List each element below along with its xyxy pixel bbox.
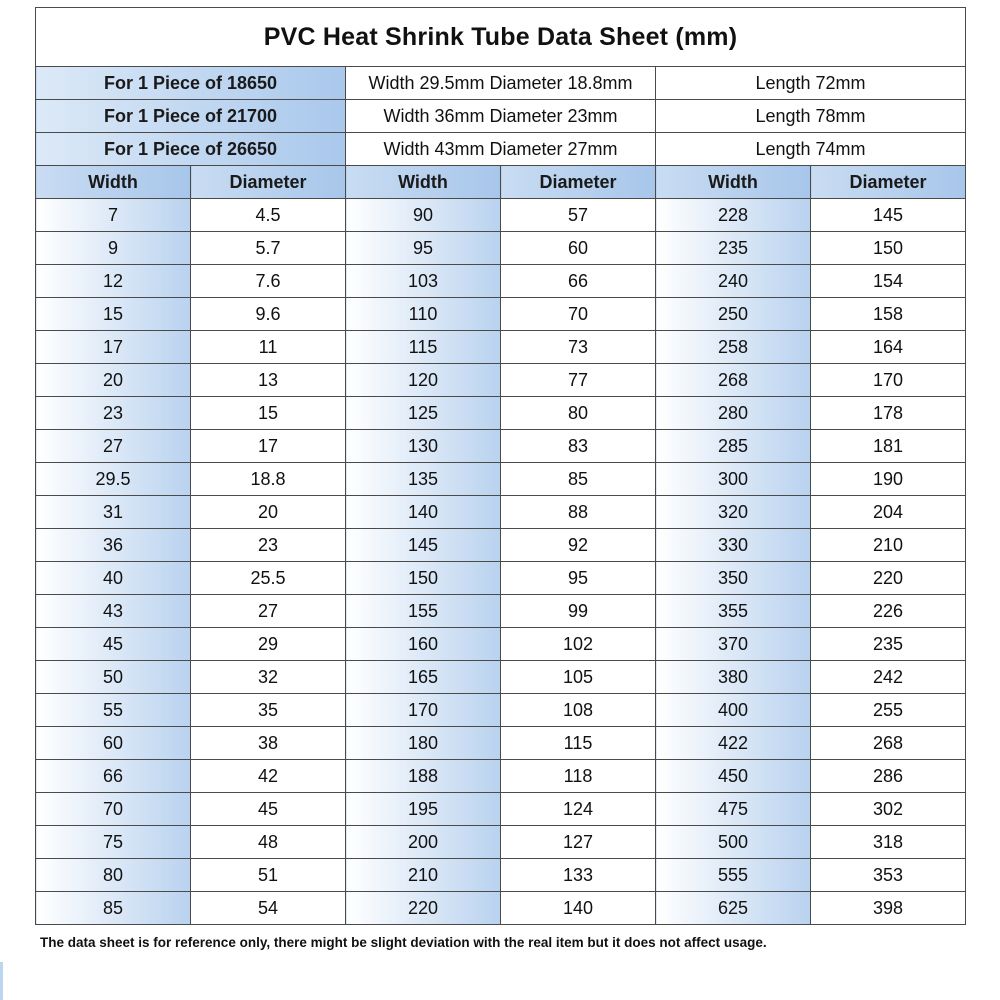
diameter-cell: 140 xyxy=(501,892,656,925)
column-header-row xyxy=(36,166,966,199)
table-row xyxy=(36,661,966,694)
width-cell: 400 xyxy=(656,694,811,727)
edge-mark xyxy=(0,962,3,1000)
width-cell: 285 xyxy=(656,430,811,463)
battery-size: Width 36mm Diameter 23mm xyxy=(346,100,656,133)
diameter-cell: 25.5 xyxy=(191,562,346,595)
diameter-cell: 210 xyxy=(811,529,966,562)
diameter-cell: 48 xyxy=(191,826,346,859)
width-cell: 45 xyxy=(36,628,191,661)
diameter-cell: 80 xyxy=(501,397,656,430)
width-cell: 370 xyxy=(656,628,811,661)
width-cell: 27 xyxy=(36,430,191,463)
diameter-cell: 29 xyxy=(191,628,346,661)
data-table xyxy=(35,7,966,925)
width-cell: 15 xyxy=(36,298,191,331)
width-cell: 43 xyxy=(36,595,191,628)
diameter-cell: 45 xyxy=(191,793,346,826)
diameter-cell: 5.7 xyxy=(191,232,346,265)
battery-label: For 1 Piece of 26650 xyxy=(36,133,346,166)
diameter-cell: 35 xyxy=(191,694,346,727)
diameter-cell: 108 xyxy=(501,694,656,727)
diameter-cell: 268 xyxy=(811,727,966,760)
diameter-cell: 170 xyxy=(811,364,966,397)
table-row xyxy=(36,463,966,496)
table-row xyxy=(36,760,966,793)
width-cell: 50 xyxy=(36,661,191,694)
width-cell: 36 xyxy=(36,529,191,562)
diameter-cell: 85 xyxy=(501,463,656,496)
column-header-diameter: Diameter xyxy=(191,166,346,199)
battery-row xyxy=(36,100,966,133)
width-cell: 75 xyxy=(36,826,191,859)
diameter-cell: 70 xyxy=(501,298,656,331)
battery-size: Width 43mm Diameter 27mm xyxy=(346,133,656,166)
diameter-cell: 164 xyxy=(811,331,966,364)
data-sheet xyxy=(35,7,965,927)
width-cell: 135 xyxy=(346,463,501,496)
width-cell: 235 xyxy=(656,232,811,265)
width-cell: 40 xyxy=(36,562,191,595)
width-cell: 268 xyxy=(656,364,811,397)
battery-row xyxy=(36,67,966,100)
title-row xyxy=(36,8,966,67)
diameter-cell: 17 xyxy=(191,430,346,463)
table-row xyxy=(36,298,966,331)
table-row xyxy=(36,562,966,595)
column-header-width: Width xyxy=(36,166,191,199)
width-cell: 70 xyxy=(36,793,191,826)
width-cell: 66 xyxy=(36,760,191,793)
width-cell: 300 xyxy=(656,463,811,496)
diameter-cell: 154 xyxy=(811,265,966,298)
width-cell: 20 xyxy=(36,364,191,397)
width-cell: 103 xyxy=(346,265,501,298)
diameter-cell: 242 xyxy=(811,661,966,694)
diameter-cell: 77 xyxy=(501,364,656,397)
diameter-cell: 145 xyxy=(811,199,966,232)
width-cell: 450 xyxy=(656,760,811,793)
battery-size: Width 29.5mm Diameter 18.8mm xyxy=(346,67,656,100)
width-cell: 350 xyxy=(656,562,811,595)
width-cell: 110 xyxy=(346,298,501,331)
table-row xyxy=(36,793,966,826)
width-cell: 17 xyxy=(36,331,191,364)
diameter-cell: 127 xyxy=(501,826,656,859)
table-row xyxy=(36,595,966,628)
width-cell: 115 xyxy=(346,331,501,364)
table-row xyxy=(36,892,966,925)
width-cell: 80 xyxy=(36,859,191,892)
width-cell: 9 xyxy=(36,232,191,265)
diameter-cell: 54 xyxy=(191,892,346,925)
column-header-width: Width xyxy=(346,166,501,199)
diameter-cell: 99 xyxy=(501,595,656,628)
width-cell: 90 xyxy=(346,199,501,232)
diameter-cell: 51 xyxy=(191,859,346,892)
width-cell: 165 xyxy=(346,661,501,694)
table-row xyxy=(36,628,966,661)
width-cell: 60 xyxy=(36,727,191,760)
table-row xyxy=(36,529,966,562)
width-cell: 125 xyxy=(346,397,501,430)
diameter-cell: 150 xyxy=(811,232,966,265)
diameter-cell: 286 xyxy=(811,760,966,793)
battery-label: For 1 Piece of 21700 xyxy=(36,100,346,133)
table-row xyxy=(36,826,966,859)
table-row xyxy=(36,199,966,232)
diameter-cell: 4.5 xyxy=(191,199,346,232)
width-cell: 150 xyxy=(346,562,501,595)
table-row xyxy=(36,397,966,430)
width-cell: 188 xyxy=(346,760,501,793)
width-cell: 210 xyxy=(346,859,501,892)
width-cell: 422 xyxy=(656,727,811,760)
width-cell: 31 xyxy=(36,496,191,529)
diameter-cell: 7.6 xyxy=(191,265,346,298)
diameter-cell: 158 xyxy=(811,298,966,331)
width-cell: 240 xyxy=(656,265,811,298)
diameter-cell: 13 xyxy=(191,364,346,397)
width-cell: 195 xyxy=(346,793,501,826)
width-cell: 380 xyxy=(656,661,811,694)
diameter-cell: 226 xyxy=(811,595,966,628)
diameter-cell: 118 xyxy=(501,760,656,793)
diameter-cell: 15 xyxy=(191,397,346,430)
diameter-cell: 95 xyxy=(501,562,656,595)
diameter-cell: 66 xyxy=(501,265,656,298)
page-title: PVC Heat Shrink Tube Data Sheet (mm) xyxy=(36,8,966,67)
table-row xyxy=(36,496,966,529)
battery-label: For 1 Piece of 18650 xyxy=(36,67,346,100)
diameter-cell: 102 xyxy=(501,628,656,661)
table-row xyxy=(36,694,966,727)
width-cell: 7 xyxy=(36,199,191,232)
diameter-cell: 32 xyxy=(191,661,346,694)
width-cell: 250 xyxy=(656,298,811,331)
width-cell: 145 xyxy=(346,529,501,562)
width-cell: 130 xyxy=(346,430,501,463)
width-cell: 330 xyxy=(656,529,811,562)
table-row xyxy=(36,232,966,265)
diameter-cell: 235 xyxy=(811,628,966,661)
column-header-width: Width xyxy=(656,166,811,199)
width-cell: 500 xyxy=(656,826,811,859)
diameter-cell: 220 xyxy=(811,562,966,595)
diameter-cell: 178 xyxy=(811,397,966,430)
width-cell: 625 xyxy=(656,892,811,925)
width-cell: 355 xyxy=(656,595,811,628)
diameter-cell: 133 xyxy=(501,859,656,892)
diameter-cell: 124 xyxy=(501,793,656,826)
diameter-cell: 11 xyxy=(191,331,346,364)
width-cell: 160 xyxy=(346,628,501,661)
battery-length: Length 72mm xyxy=(656,67,966,100)
diameter-cell: 57 xyxy=(501,199,656,232)
diameter-cell: 190 xyxy=(811,463,966,496)
width-cell: 220 xyxy=(346,892,501,925)
diameter-cell: 318 xyxy=(811,826,966,859)
table-row xyxy=(36,727,966,760)
battery-length: Length 78mm xyxy=(656,100,966,133)
diameter-cell: 204 xyxy=(811,496,966,529)
width-cell: 320 xyxy=(656,496,811,529)
width-cell: 258 xyxy=(656,331,811,364)
width-cell: 29.5 xyxy=(36,463,191,496)
width-cell: 180 xyxy=(346,727,501,760)
diameter-cell: 92 xyxy=(501,529,656,562)
width-cell: 55 xyxy=(36,694,191,727)
diameter-cell: 105 xyxy=(501,661,656,694)
diameter-cell: 42 xyxy=(191,760,346,793)
battery-row xyxy=(36,133,966,166)
table-row xyxy=(36,265,966,298)
width-cell: 95 xyxy=(346,232,501,265)
diameter-cell: 18.8 xyxy=(191,463,346,496)
diameter-cell: 73 xyxy=(501,331,656,364)
diameter-cell: 255 xyxy=(811,694,966,727)
diameter-cell: 27 xyxy=(191,595,346,628)
diameter-cell: 9.6 xyxy=(191,298,346,331)
diameter-cell: 302 xyxy=(811,793,966,826)
battery-length: Length 74mm xyxy=(656,133,966,166)
width-cell: 23 xyxy=(36,397,191,430)
width-cell: 12 xyxy=(36,265,191,298)
diameter-cell: 23 xyxy=(191,529,346,562)
column-header-diameter: Diameter xyxy=(811,166,966,199)
width-cell: 280 xyxy=(656,397,811,430)
table-row xyxy=(36,364,966,397)
column-header-diameter: Diameter xyxy=(501,166,656,199)
diameter-cell: 60 xyxy=(501,232,656,265)
diameter-cell: 115 xyxy=(501,727,656,760)
width-cell: 85 xyxy=(36,892,191,925)
width-cell: 228 xyxy=(656,199,811,232)
table-row xyxy=(36,331,966,364)
table-row xyxy=(36,859,966,892)
width-cell: 170 xyxy=(346,694,501,727)
table-row xyxy=(36,430,966,463)
width-cell: 140 xyxy=(346,496,501,529)
diameter-cell: 398 xyxy=(811,892,966,925)
width-cell: 475 xyxy=(656,793,811,826)
diameter-cell: 38 xyxy=(191,727,346,760)
diameter-cell: 83 xyxy=(501,430,656,463)
width-cell: 155 xyxy=(346,595,501,628)
footnote: The data sheet is for reference only, there might be slight deviation with the real item but it does not affect usage. xyxy=(40,935,767,950)
width-cell: 120 xyxy=(346,364,501,397)
width-cell: 555 xyxy=(656,859,811,892)
diameter-cell: 353 xyxy=(811,859,966,892)
diameter-cell: 181 xyxy=(811,430,966,463)
diameter-cell: 88 xyxy=(501,496,656,529)
diameter-cell: 20 xyxy=(191,496,346,529)
width-cell: 200 xyxy=(346,826,501,859)
